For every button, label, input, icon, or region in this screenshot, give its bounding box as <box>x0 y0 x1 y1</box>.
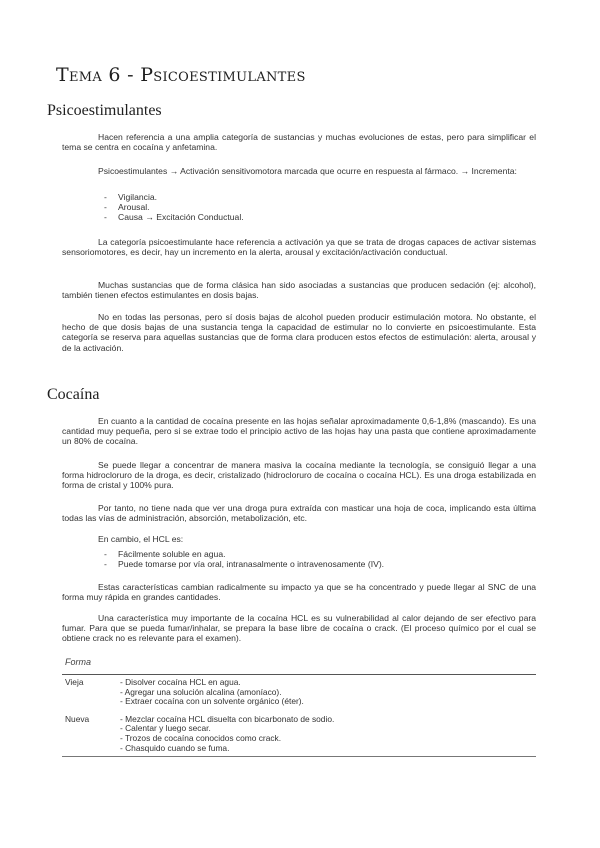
table-bottom-rule <box>62 756 536 757</box>
list-item: - Extraer cocaína con un solvente orgánico (éter). <box>120 697 304 707</box>
table-caption: Forma <box>65 657 92 667</box>
list-item: - Mezclar cocaína HCL disuelta con bicarbonato de sodio. <box>120 715 334 725</box>
list-item: - Vigilancia. <box>104 193 244 203</box>
section-heading-psicoestimulantes: Psicoestimulantes <box>47 102 162 119</box>
page-title: Tema 6 - Psicoestimulantes <box>56 64 306 86</box>
paragraph: La categoría psicoestimulante hace referencia a activación ya que se trata de drogas capaces de activar sistemas sensoriomotores, es decir, hay un incremento en la alerta, arousal y excitación/activación conductual. <box>62 237 536 258</box>
row-label: Vieja <box>65 677 84 687</box>
table-row <box>62 675 536 715</box>
list-item: - Chasquido cuando se fuma. <box>120 744 334 754</box>
list-item: - Arousal. <box>104 203 244 213</box>
list-item: - Calentar y luego secar. <box>120 724 334 734</box>
list-item: - Puede tomarse por vía oral, intranasalmente o intravenosamente (IV). <box>104 560 384 570</box>
list-item: - Disolver cocaína HCL en agua. <box>120 678 304 688</box>
list-item: - Causa → Excitación Conductual. <box>104 213 244 223</box>
paragraph: Por tanto, no tiene nada que ver una droga pura extraída con masticar una hoja de coca, implicando esta última todas las vías de administración, absorción, metabolización, etc. <box>62 503 536 524</box>
table-row <box>62 715 536 756</box>
paragraph: En cambio, el HCL es: <box>98 534 184 544</box>
paragraph: Hacen referencia a una amplia categoría de sustancias y muchas evoluciones de estas, pero para simplificar el tema se centra en cocaína y anfetamina. <box>62 132 536 153</box>
list-item: - Fácilmente soluble en agua. <box>104 550 384 560</box>
paragraph: Se puede llegar a concentrar de manera masiva la cocaína mediante la tecnología, se consiguió llegar a una forma hidrocloruro de la droga, es decir, cristalizado (hidrocloruro de cocaína o cocaína HCL). Es una droga estabilizada en forma de cristal y 100% pura. <box>62 460 536 491</box>
row-label: Nueva <box>65 713 90 724</box>
paragraph: En cuanto a la cantidad de cocaína presente en las hojas señalar aproximadamente 0,6-1,8% (mascando). Es una cantidad muy pequeña, pero si se extrae todo el principio activo de las hojas hay una pasta que contiene aproximadamente un 80% de cocaína. <box>62 416 536 447</box>
paragraph: Muchas sustancias que de forma clásica han sido asociadas a sustancias que producen sedación (ej: alcohol), también tienen efectos estimulantes en dosis bajas. <box>62 280 536 301</box>
effects-list <box>104 193 244 222</box>
paragraph: Estas características cambian radicalmente su impacto ya que se ha concentrado y puede llegar al SNC de una forma muy rápida en grandes cantidades. <box>62 582 536 603</box>
section-heading-cocaina: Cocaína <box>47 386 100 403</box>
row-items <box>120 678 304 707</box>
forma-table <box>62 657 536 757</box>
paragraph: No en todas las personas, pero sí dosis bajas de alcohol pueden producir estimulación motora. No obstante, el hecho de que dosis bajas de una sustancia tenga la capacidad de estimular no lo convierte en psicoestimulante. Esta categoría se reserva para aquellas sustancias que de forma clara producen estos efectos de estimulación: alerta, arousal y de la activación. <box>62 312 536 353</box>
row-items <box>120 715 334 753</box>
paragraph: Psicoestimulantes → Activación sensitivomotora marcada que ocurre en respuesta al fármaco. → Incrementa: <box>98 166 517 176</box>
hcl-properties-list <box>104 550 384 570</box>
list-item: - Agregar una solución alcalina (amoníaco). <box>120 688 304 698</box>
paragraph: Una característica muy importante de la cocaína HCL es su vulnerabilidad al calor dejando de ser efectivo para fumar. Para que se pueda fumar/inhalar, se prepara la base libre de cocaína o crack. (El proceso químico por el cual se obtiene crack no es relevante para el examen). <box>62 613 536 644</box>
list-item: - Trozos de cocaína conocidos como crack. <box>120 734 334 744</box>
